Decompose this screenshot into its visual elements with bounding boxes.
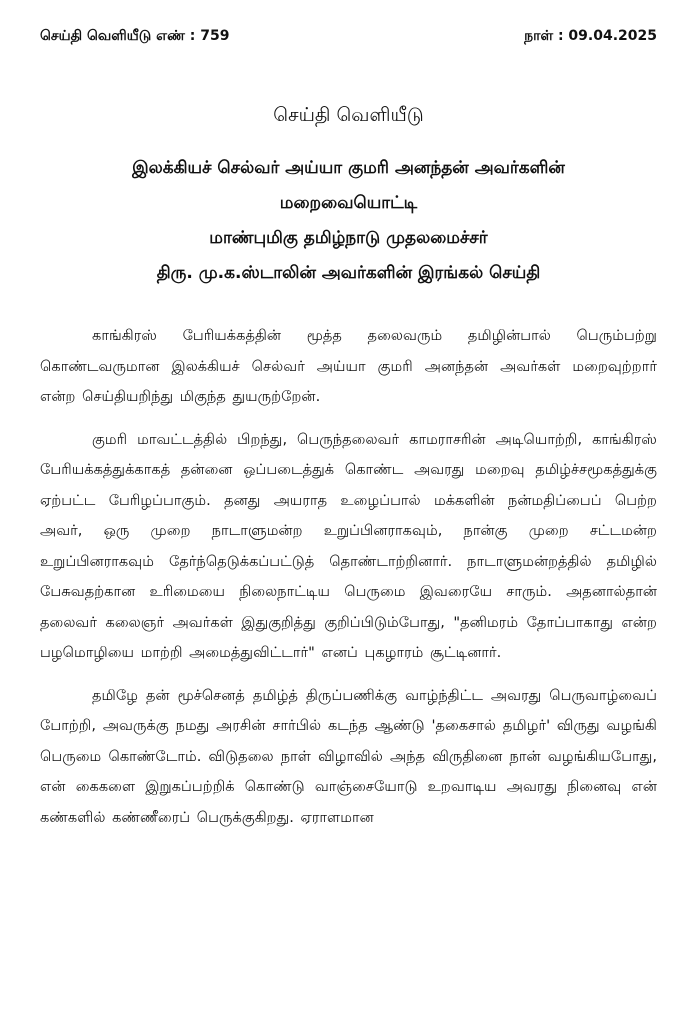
headline-line: மறைவையொட்டி (279, 193, 418, 213)
paragraph: காங்கிரஸ் பேரியக்கத்தின் மூத்த தலைவரும் தமிழின்பால் பெரும்பற்று கொண்டவருமான இலக்கியச் செல்வர் அய்யா குமரி அனந்தன் அவர்கள் மறைவுற்றார் என்ற செய்தியறிந்து மிகுந்த துயருற்றேன். (40, 327, 657, 405)
headline-line: மாண்புமிகு தமிழ்நாடு முதலமைச்சர் (209, 228, 488, 248)
paragraph: தமிழே தன் மூச்செனத் தமிழ்த் திருப்பணிக்கு வாழ்ந்திட்ட அவரது பெருவாழ்வைப் போற்றி, அவருக்கு நமது அரசின் சார்பில் கடந்த ஆண்டு 'தகைசால் தமிழர்' விருது வழங்கி பெருமை கொண்டோம். விடுதலை நாள் விழாவில் அந்த விருதினை நான் வழங்கியபோது, என் கைகளை இறுகப்பற்றிக் கொண்டு வாஞ்சையோடு உறவாடிய அவரது நினைவு என் கண்களில் கண்ணீரைப் பெருக்குகிறது. ஏராளமான (40, 686, 657, 826)
headline (40, 151, 657, 291)
body-text (40, 321, 657, 833)
release-date: நாள் : 09.04.2025 (524, 28, 657, 44)
headline-line: இலக்கியச் செல்வர் அய்யா குமரி அனந்தன் அவர்களின் (132, 158, 565, 178)
paragraph: குமரி மாவட்டத்தில் பிறந்து, பெருந்தலைவர் காமராசரின் அடியொற்றி, காங்கிரஸ் பேரியக்கத்துக்காகத் தன்னை ஒப்படைத்துக் கொண்ட அவரது மறைவு தமிழ்ச்சமூகத்துக்கு ஏற்பட்ட பேரிழப்பாகும். தனது அயராத உழைப்பால் மக்களின் நன்மதிப்பைப் பெற்ற அவர், ஒரு முறை நாடாளுமன்ற உறுப்பினராகவும், நான்கு முறை சட்டமன்ற உறுப்பினராகவும் தேர்ந்தெடுக்கப்பட்டுத் தொண்டாற்றினார். நாடாளுமன்றத்தில் தமிழில் பேசுவதற்கான உரிமையை நிலைநாட்டிய பெருமை இவரையே சாரும். அதனால்தான் தலைவர் கலைஞர் அவர்கள் இதுகுறித்து குறிப்பிடும்போது, "தனிமரம் தோப்பாகாது என்ற பழமொழியை மாற்றி அமைத்துவிட்டார்" எனப் புகழாரம் சூட்டினார். (40, 430, 657, 661)
release-number: செய்தி வெளியீடு எண் : 759 (40, 28, 230, 44)
document-header (40, 0, 657, 46)
headline-line: திரு. மு.க.ஸ்டாலின் அவர்களின் இரங்கல் செய்தி (156, 263, 541, 283)
press-release-title: செய்தி வெளியீடு (273, 104, 424, 126)
